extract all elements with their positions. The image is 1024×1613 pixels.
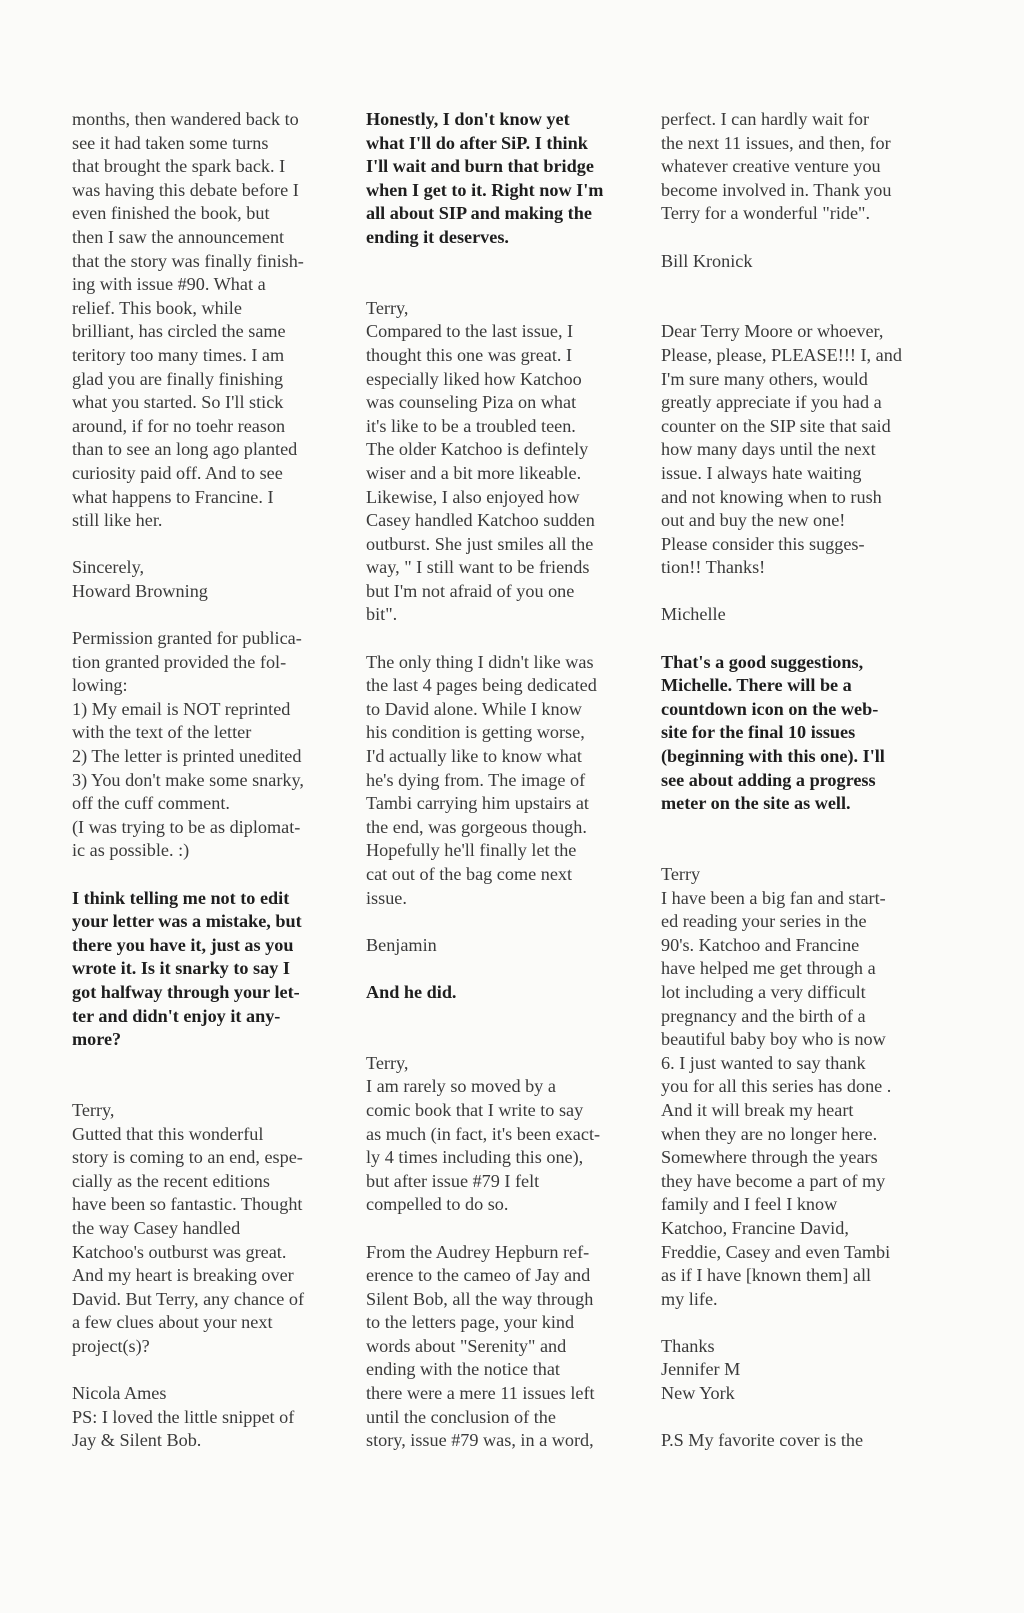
text-line: cat out of the bag come next — [366, 864, 573, 884]
letter-paragraph — [661, 603, 951, 627]
text-line: wrote it. Is it snarky to say I — [72, 958, 290, 979]
paragraph-gap — [72, 533, 362, 557]
text-line: ed reading your series in the — [661, 911, 867, 932]
text-line: it's like to be a troubled teen. — [366, 415, 576, 436]
text-line: Katchoo, Francine David, — [661, 1217, 849, 1238]
text-line: but I'm not afraid of you one — [366, 580, 575, 601]
letter-paragraph — [72, 1099, 362, 1359]
text-line: New York — [661, 1383, 735, 1404]
text-line: pregnancy and the birth of a — [661, 1005, 866, 1026]
text-line: Terry for a wonderful "ride". — [661, 203, 871, 224]
text-line: whatever creative venture you — [661, 156, 881, 177]
text-line: Katchoo's outburst was great. — [72, 1241, 287, 1262]
text-line: P.S My favorite cover is the — [661, 1430, 864, 1451]
text-line: see about adding a progress — [661, 769, 876, 790]
text-line: Please consider this sugges- — [661, 533, 865, 554]
text-line: ter and didn't enjoy it any- — [72, 1005, 281, 1026]
text-line: what happens to Francine. I — [72, 486, 274, 507]
text-line: Terry, — [72, 1099, 115, 1120]
text-line: tion!! Thanks! — [661, 557, 766, 578]
paragraph-gap — [661, 226, 951, 250]
text-line: way, " I still want to be friends — [366, 557, 590, 578]
text-line: Hopefully he'll finally let the — [366, 840, 577, 861]
paragraph-gap — [661, 273, 951, 320]
text-line: Permission granted for publica- — [72, 628, 302, 649]
text-line: Tambi carrying him upstairs at — [366, 793, 589, 814]
text-line: to the letters page, your kind — [366, 1312, 575, 1333]
text-line: And it will break my heart — [661, 1099, 854, 1120]
text-line: Silent Bob, all the way through — [366, 1288, 594, 1309]
text-line: And he did. — [366, 981, 457, 1002]
text-line: brilliant, has circled the same — [72, 321, 286, 342]
text-line: they have become a part of my — [661, 1170, 886, 1191]
text-line: Thanks — [661, 1335, 715, 1356]
text-line: project(s)? — [72, 1335, 150, 1356]
text-line: That's a good suggestions, — [661, 651, 864, 672]
paragraph-gap — [366, 627, 656, 651]
text-line: Terry — [661, 864, 701, 884]
paragraph-gap — [72, 1052, 362, 1099]
text-line: ly 4 times including this one), — [366, 1147, 584, 1168]
text-line: Nicola Ames — [72, 1383, 167, 1404]
text-line: From the Audrey Hepburn ref- — [366, 1241, 590, 1262]
text-line: Likewise, I also enjoyed how — [366, 486, 580, 507]
text-line: you for all this series has done . — [661, 1076, 892, 1097]
editor-reply-paragraph — [661, 651, 951, 816]
text-line: ending with the notice that — [366, 1359, 560, 1380]
text-line: lowing: — [72, 675, 128, 696]
letters-column-3 — [661, 108, 951, 1453]
paragraph-gap — [72, 1358, 362, 1382]
text-line: I am rarely so moved by a — [366, 1076, 556, 1097]
text-line: months, then wandered back to — [72, 109, 299, 129]
text-line: Compared to the last issue, I — [366, 321, 574, 342]
text-line: PS: I loved the little snippet of — [72, 1406, 295, 1427]
letter-paragraph — [661, 1335, 951, 1406]
letter-paragraph — [661, 320, 951, 580]
text-line: beautiful baby boy who is now — [661, 1029, 886, 1050]
letter-paragraph — [366, 1052, 656, 1217]
text-line: and not knowing when to rush — [661, 486, 882, 507]
paragraph-gap — [366, 250, 656, 297]
text-line: bit". — [366, 604, 398, 625]
text-line: my life. — [661, 1288, 718, 1309]
text-line: out and buy the new one! — [661, 510, 846, 531]
text-line: counter on the SIP site that said — [661, 415, 891, 436]
text-line: family and I feel I know — [661, 1194, 838, 1215]
text-line: but after issue #79 I felt — [366, 1170, 540, 1191]
text-line: still like her. — [72, 510, 163, 531]
paragraph-gap — [661, 580, 951, 604]
text-line: then I saw the announcement — [72, 226, 285, 247]
text-line: ending it deserves. — [366, 226, 509, 247]
text-line: there you have it, just as you — [72, 934, 294, 955]
text-line: with the text of the letter — [72, 722, 252, 743]
text-line: when I get to it. Right now I'm — [366, 179, 604, 200]
text-line: when they are no longer here. — [661, 1123, 878, 1144]
paragraph-gap — [366, 957, 656, 981]
text-line: around, if for no toehr reason — [72, 415, 286, 436]
text-line: tion granted provided the fol- — [72, 651, 287, 672]
text-line: issue. I always hate waiting — [661, 462, 862, 483]
text-line: story, issue #79 was, in a word, — [366, 1430, 594, 1451]
text-line: Sincerely, — [72, 557, 145, 578]
text-line: I have been a big fan and start- — [661, 887, 886, 908]
text-line: lot including a very difficult — [661, 981, 866, 1002]
text-line: was counseling Piza on what — [366, 392, 577, 413]
text-line: become involved in. Thank you — [661, 179, 892, 200]
text-line: comic book that I write to say — [366, 1099, 584, 1120]
letter-paragraph — [366, 934, 656, 958]
text-line: your letter was a mistake, but — [72, 911, 302, 932]
letter-paragraph — [661, 1429, 951, 1453]
text-line: Bill Kronick — [661, 250, 753, 271]
letter-paragraph — [661, 863, 951, 1311]
text-line: a few clues about your next — [72, 1312, 273, 1333]
text-line: I think telling me not to edit — [72, 887, 290, 908]
text-line: got halfway through your let- — [72, 981, 300, 1002]
text-line: his condition is getting worse, — [366, 722, 585, 743]
text-line: than to see an long ago planted — [72, 439, 298, 460]
text-line: Terry, — [366, 1052, 409, 1073]
letters-column-2 — [366, 108, 656, 1453]
text-line: I'm sure many others, would — [661, 368, 868, 389]
text-line: erence to the cameo of Jay and — [366, 1265, 591, 1286]
text-line: Michelle. There will be a — [661, 675, 852, 696]
text-line: how many days until the next — [661, 439, 876, 460]
text-line: as much (in fact, it's been exact- — [366, 1123, 601, 1144]
text-line: thought this one was great. I — [366, 344, 573, 365]
text-line: more? — [72, 1029, 122, 1050]
text-line: cially as the recent editions — [72, 1170, 270, 1191]
text-line: as if I have [known them] all — [661, 1265, 872, 1286]
text-line: Gutted that this wonderful — [72, 1123, 264, 1144]
text-line: there were a mere 11 issues left — [366, 1383, 595, 1404]
paragraph-gap — [661, 816, 951, 863]
paragraph-gap — [366, 910, 656, 934]
text-line: The only thing I didn't like was — [366, 651, 594, 672]
text-line: the last 4 pages being dedicated — [366, 675, 597, 696]
letter-paragraph — [72, 627, 362, 863]
letter-paragraph — [661, 250, 951, 274]
text-line: story is coming to an end, espe- — [72, 1147, 303, 1168]
text-line: Jennifer M — [661, 1359, 741, 1380]
text-line: 2) The letter is printed unedited — [72, 746, 302, 767]
letter-paragraph — [366, 1241, 656, 1453]
text-line: 3) You don't make some snarky, — [72, 769, 304, 790]
text-line: the next 11 issues, and then, for — [661, 132, 891, 153]
text-line: countdown icon on the web- — [661, 698, 879, 719]
paragraph-gap — [366, 1005, 656, 1052]
text-line: David. But Terry, any chance of — [72, 1288, 305, 1309]
text-line: issue. — [366, 887, 407, 908]
letter-paragraph — [72, 108, 362, 533]
text-line: words about "Serenity" and — [366, 1335, 567, 1356]
text-line: glad you are finally finishing — [72, 368, 284, 389]
text-line: Freddie, Casey and even Tambi — [661, 1241, 891, 1262]
text-line: the end, was gorgeous though. — [366, 816, 587, 837]
paragraph-gap — [661, 627, 951, 651]
text-line: all about SIP and making the — [366, 203, 592, 224]
editor-reply-paragraph — [366, 981, 656, 1005]
text-line: The older Katchoo is defintely — [366, 439, 589, 460]
text-line: Howard Browning — [72, 580, 208, 601]
text-line: was having this debate before I — [72, 179, 299, 200]
text-line: have been so fantastic. Thought — [72, 1194, 303, 1215]
letter-paragraph — [72, 1382, 362, 1453]
text-line: the way Casey handled — [72, 1217, 241, 1238]
text-line: Please, please, PLEASE!!! I, and — [661, 344, 902, 365]
text-line: what you started. So I'll stick — [72, 392, 284, 413]
text-line: teritory too many times. I am — [72, 344, 285, 365]
text-line: that brought the spark back. I — [72, 156, 286, 177]
text-line: to David alone. While I know — [366, 698, 582, 719]
text-line: curiosity paid off. And to see — [72, 462, 283, 483]
letters-column-1 — [72, 108, 362, 1453]
text-line: Benjamin — [366, 934, 437, 955]
text-line: Casey handled Katchoo sudden — [366, 510, 595, 531]
text-line: (beginning with this one). I'll — [661, 746, 885, 767]
text-line: relief. This book, while — [72, 297, 242, 318]
text-line: site for the final 10 issues — [661, 722, 856, 743]
text-line: 1) My email is NOT reprinted — [72, 698, 291, 719]
text-line: Jay & Silent Bob. — [72, 1430, 202, 1451]
text-line: perfect. I can hardly wait for — [661, 109, 870, 129]
text-line: until the conclusion of the — [366, 1406, 556, 1427]
paragraph-gap — [661, 1406, 951, 1430]
text-line: especially liked how Katchoo — [366, 368, 582, 389]
text-line: compelled to do so. — [366, 1194, 509, 1215]
text-line: 6. I just wanted to say thank — [661, 1052, 866, 1073]
text-line: that the story was finally finish- — [72, 250, 304, 271]
letter-paragraph — [72, 556, 362, 603]
text-line: And my heart is breaking over — [72, 1265, 294, 1286]
text-line: ic as possible. :) — [72, 840, 190, 861]
text-line: Dear Terry Moore or whoever, — [661, 321, 884, 342]
text-line: 90's. Katchoo and Francine — [661, 934, 860, 955]
paragraph-gap — [661, 1311, 951, 1335]
text-line: off the cuff comment. — [72, 793, 230, 814]
text-line: ing with issue #90. What a — [72, 274, 266, 295]
paragraph-gap — [72, 603, 362, 627]
paragraph-gap — [72, 863, 362, 887]
text-line: I'll wait and burn that bridge — [366, 156, 594, 177]
text-line: greatly appreciate if you had a — [661, 392, 882, 413]
text-line: he's dying from. The image of — [366, 769, 586, 790]
editor-reply-paragraph — [72, 887, 362, 1052]
text-line: (I was trying to be as diplomat- — [72, 816, 301, 837]
text-line: even finished the book, but — [72, 203, 270, 224]
text-line: outburst. She just smiles all the — [366, 533, 594, 554]
text-line: Terry, — [366, 297, 409, 318]
text-line: see it had taken some turns — [72, 132, 269, 153]
text-line: wiser and a bit more likeable. — [366, 462, 582, 483]
text-line: meter on the site as well. — [661, 793, 851, 814]
editor-reply-paragraph — [366, 108, 656, 250]
letter-paragraph — [366, 651, 656, 911]
letter-paragraph — [661, 108, 951, 226]
text-line: I'd actually like to know what — [366, 746, 582, 767]
text-line: have helped me get through a — [661, 958, 876, 979]
paragraph-gap — [366, 1217, 656, 1241]
text-line: Honestly, I don't know yet — [366, 109, 570, 129]
letter-paragraph — [366, 297, 656, 627]
text-line: Somewhere through the years — [661, 1147, 878, 1168]
text-line: Michelle — [661, 604, 726, 625]
text-line: what I'll do after SiP. I think — [366, 132, 588, 153]
